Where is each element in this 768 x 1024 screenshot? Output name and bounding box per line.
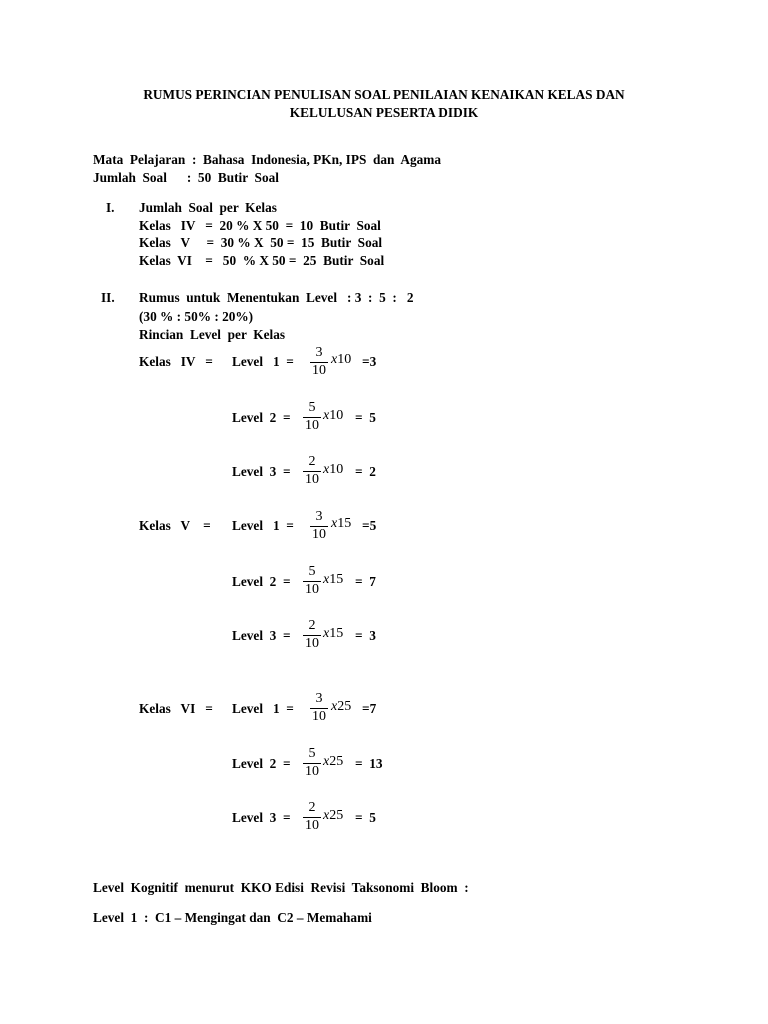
fraction-denominator: 10: [305, 582, 319, 597]
level-label: Level 3 =: [232, 464, 291, 479]
level-label: Level 1 =: [232, 518, 294, 533]
fraction-numerator: 2: [308, 800, 316, 815]
multiplier-value: 25: [337, 699, 352, 714]
level-result: =5: [362, 518, 377, 533]
kelas-iv-label: Kelas IV =: [139, 354, 213, 369]
kelas-v-label: Kelas V =: [139, 518, 211, 533]
level-result: = 5: [355, 810, 376, 825]
fraction: [300, 565, 324, 597]
fraction: [300, 401, 324, 433]
fraction-denominator: 10: [312, 363, 326, 378]
multiplier: x15: [331, 516, 352, 531]
section1-line: Kelas V = 30 % X 50 = 15 Butir Soal: [139, 235, 383, 250]
multiplier: x25: [323, 754, 344, 769]
fraction-denominator: 10: [305, 818, 319, 833]
level-label: Level 2 =: [232, 574, 291, 589]
fraction: [307, 692, 331, 724]
multiplier: x15: [323, 572, 344, 587]
fraction: [307, 346, 331, 378]
multiplier-value: 15: [329, 572, 344, 587]
kelas-vi-label: Kelas VI =: [139, 701, 213, 716]
level-label: Level 1 =: [232, 701, 294, 716]
multiplier-value: 25: [329, 754, 344, 769]
document-title-line1: RUMUS PERINCIAN PENULISAN SOAL PENILAIAN KENAIKAN KELAS DAN: [143, 87, 625, 102]
multiplier: x25: [323, 808, 344, 823]
section1-number: I.: [106, 200, 115, 215]
fraction-numerator: 3: [315, 691, 323, 706]
section2-rincian: Rincian Level per Kelas: [139, 327, 286, 342]
fraction-numerator: 3: [315, 345, 323, 360]
level-label: Level 3 =: [232, 628, 291, 643]
fraction-denominator: 10: [305, 764, 319, 779]
section1-heading: Jumlah Soal per Kelas: [139, 200, 277, 215]
fraction-numerator: 5: [308, 400, 316, 415]
level-label: Level 2 =: [232, 756, 291, 771]
level-result: = 7: [355, 574, 376, 589]
kko-heading: Level Kognitif menurut KKO Edisi Revisi Taksonomi Bloom :: [93, 880, 469, 895]
fraction: [307, 510, 331, 542]
fraction-numerator: 3: [315, 509, 323, 524]
section2-number: II.: [101, 290, 115, 305]
level-result: = 13: [355, 756, 383, 771]
level-result: = 5: [355, 410, 376, 425]
document-title-line2: KELULUSAN PESERTA DIDIK: [289, 105, 479, 120]
section2-heading: Rumus untuk Menentukan Level : 3 : 5 : 2: [139, 290, 414, 305]
fraction: [300, 619, 324, 651]
fraction-numerator: 2: [308, 454, 316, 469]
multiplier: x15: [323, 626, 344, 641]
level-result: = 2: [355, 464, 376, 479]
multiplier-value: 15: [337, 516, 352, 531]
section1-line: Kelas IV = 20 % X 50 = 10 Butir Soal: [139, 218, 381, 233]
fraction-denominator: 10: [305, 472, 319, 487]
level-result: =3: [362, 354, 377, 369]
multiplier-value: 25: [329, 808, 344, 823]
fraction: [300, 747, 324, 779]
level-label: Level 2 =: [232, 410, 291, 425]
multiplier: x10: [323, 462, 344, 477]
fraction-denominator: 10: [312, 709, 326, 724]
level-label: Level 1 =: [232, 354, 294, 369]
subject-line: Mata Pelajaran : Bahasa Indonesia, PKn, IPS dan Agama: [93, 152, 441, 167]
multiplier-value: 10: [337, 352, 352, 367]
multiplier: x10: [331, 352, 352, 367]
section1-line: Kelas VI = 50 % X 50 = 25 Butir Soal: [139, 253, 385, 268]
multiplier-value: 10: [329, 462, 344, 477]
fraction-denominator: 10: [305, 636, 319, 651]
multiplier: x25: [331, 699, 352, 714]
multiplier: x10: [323, 408, 344, 423]
fraction: [300, 801, 324, 833]
section2-ratio: (30 % : 50% : 20%): [139, 309, 254, 324]
fraction-numerator: 5: [308, 746, 316, 761]
fraction: [300, 455, 324, 487]
fraction-denominator: 10: [305, 418, 319, 433]
question-count-line: Jumlah Soal : 50 Butir Soal: [93, 170, 279, 185]
fraction-numerator: 2: [308, 618, 316, 633]
fraction-denominator: 10: [312, 527, 326, 542]
fraction-numerator: 5: [308, 564, 316, 579]
multiplier-value: 15: [329, 626, 344, 641]
level-result: = 3: [355, 628, 376, 643]
level-result: =7: [362, 701, 377, 716]
level1-description: Level 1 : C1 – Mengingat dan C2 – Memahami: [93, 910, 372, 925]
multiplier-value: 10: [329, 408, 344, 423]
level-label: Level 3 =: [232, 810, 291, 825]
